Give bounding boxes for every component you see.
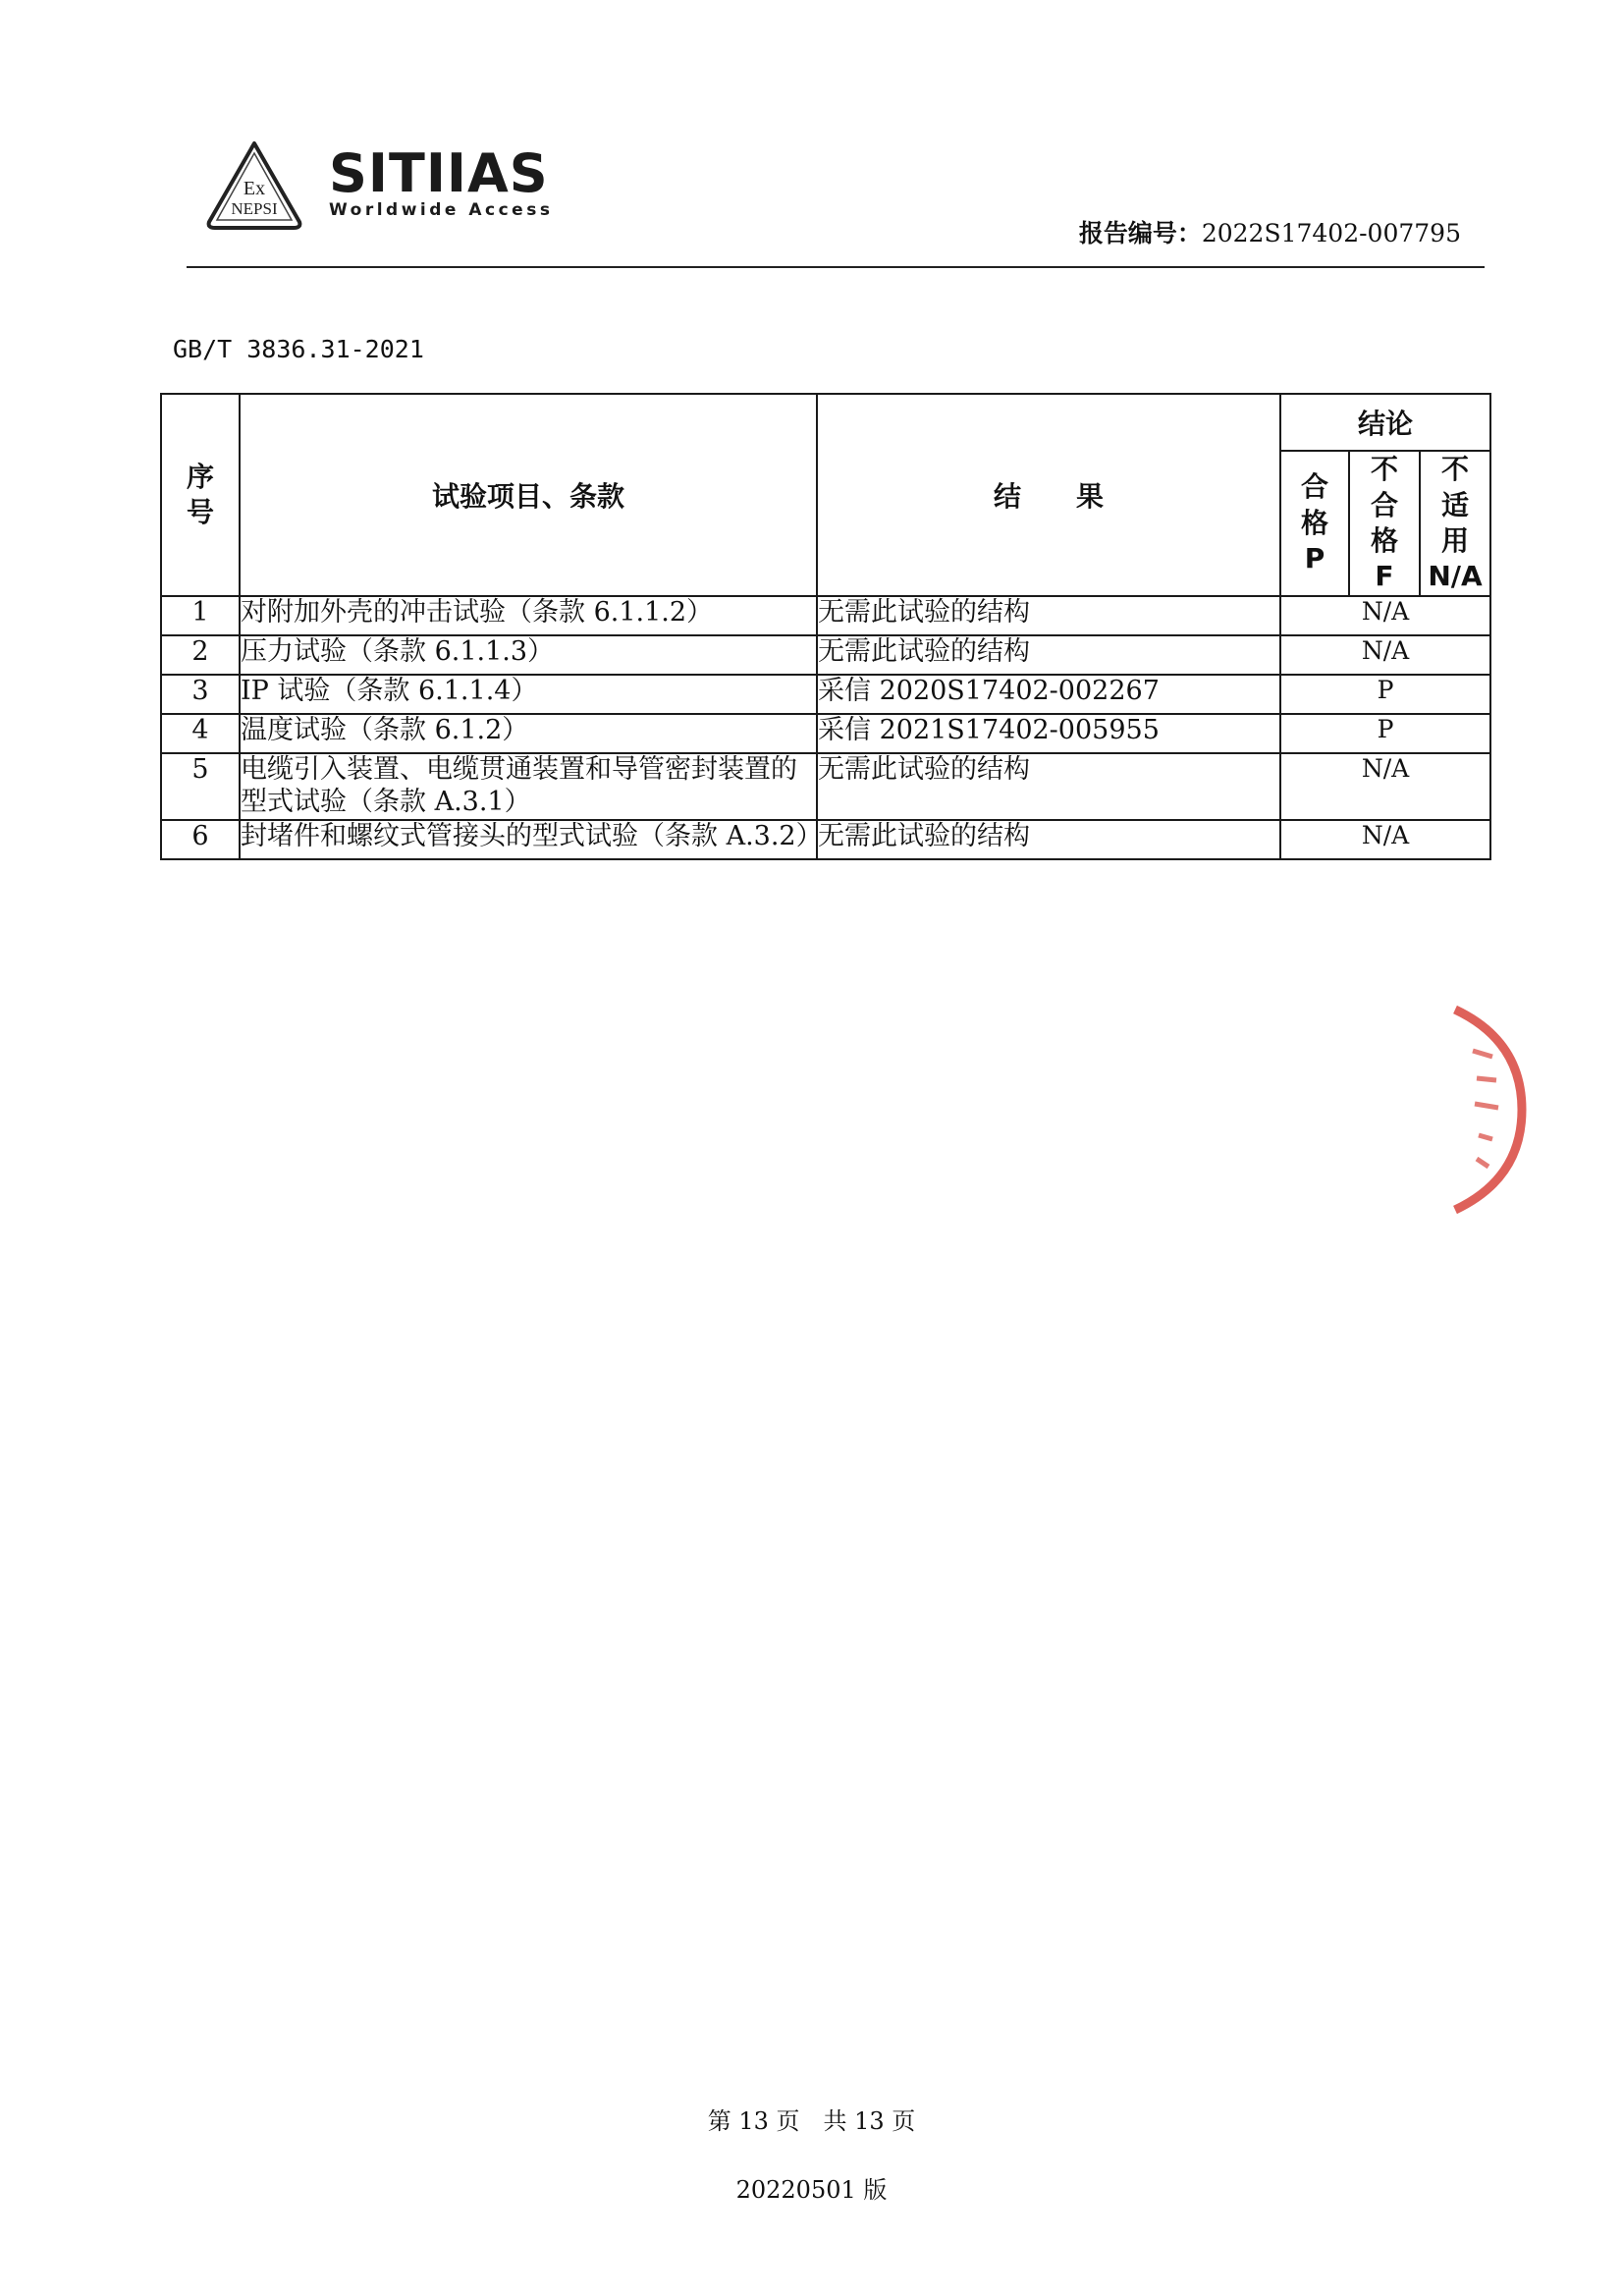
header-conclusion: 结论 — [1280, 394, 1490, 451]
table-row — [161, 753, 1490, 820]
row-number: 4 — [161, 714, 240, 753]
row-conclusion: P — [1280, 714, 1490, 753]
row-result: 采信 2021S17402-005955 — [817, 714, 1280, 753]
row-item: 对附加外壳的冲击试验（条款 6.1.1.2） — [240, 596, 817, 635]
row-number: 1 — [161, 596, 240, 635]
row-result: 无需此试验的结构 — [817, 596, 1280, 635]
row-result: 无需此试验的结构 — [817, 753, 1280, 820]
header-divider — [187, 266, 1485, 268]
row-conclusion: N/A — [1280, 820, 1490, 859]
nepsi-logo-line1: Ex — [243, 178, 266, 199]
row-number: 3 — [161, 675, 240, 714]
report-number-value: 2022S17402-007795 — [1201, 219, 1461, 247]
table-row — [161, 820, 1490, 859]
row-item: 压力试验（条款 6.1.1.3） — [240, 635, 817, 675]
table-row — [161, 596, 1490, 635]
header-item: 试验项目、条款 — [240, 394, 817, 596]
row-number: 5 — [161, 753, 240, 820]
version-label: 20220501 版 — [735, 2176, 888, 2204]
page-number: 第 13 页 共 13 页 — [707, 2107, 916, 2135]
row-item: 电缆引入装置、电缆贯通装置和导管密封装置的型式试验（条款 A.3.1） — [240, 753, 817, 820]
standard-code: GB/T 3836.31-2021 — [173, 335, 424, 363]
report-number — [1079, 214, 1461, 249]
row-result: 无需此试验的结构 — [817, 635, 1280, 675]
nepsi-logo-line2: NEPSI — [231, 199, 278, 218]
row-conclusion: N/A — [1280, 753, 1490, 820]
row-item: IP 试验（条款 6.1.1.4） — [240, 675, 817, 714]
report-number-label: 报告编号： — [1078, 219, 1202, 247]
row-number: 6 — [161, 820, 240, 859]
header-result: 结 果 — [817, 394, 1280, 596]
header-na: 不 适 用 N/A — [1420, 451, 1490, 596]
nepsi-logo — [201, 137, 307, 236]
header-fail: 不 合 格 F — [1349, 451, 1420, 596]
table-row — [161, 675, 1490, 714]
row-number: 2 — [161, 635, 240, 675]
row-item: 温度试验（条款 6.1.2） — [240, 714, 817, 753]
table-row — [161, 635, 1490, 675]
header-pass: 合 格 P — [1280, 451, 1349, 596]
row-item: 封堵件和螺纹式管接头的型式试验（条款 A.3.2） — [240, 820, 817, 859]
brand-wordmark: SITIIAS — [329, 142, 549, 204]
table-row — [161, 714, 1490, 753]
row-result: 无需此试验的结构 — [817, 820, 1280, 859]
results-table — [160, 393, 1491, 860]
row-conclusion: N/A — [1280, 596, 1490, 635]
header-seq: 序 号 — [161, 394, 240, 596]
row-conclusion: N/A — [1280, 635, 1490, 675]
row-conclusion: P — [1280, 675, 1490, 714]
brand-tagline: Worldwide Access — [329, 200, 554, 220]
official-seal-fragment — [1453, 1002, 1542, 1218]
sitiias-logo — [329, 142, 579, 238]
row-result: 采信 2020S17402-002267 — [817, 675, 1280, 714]
